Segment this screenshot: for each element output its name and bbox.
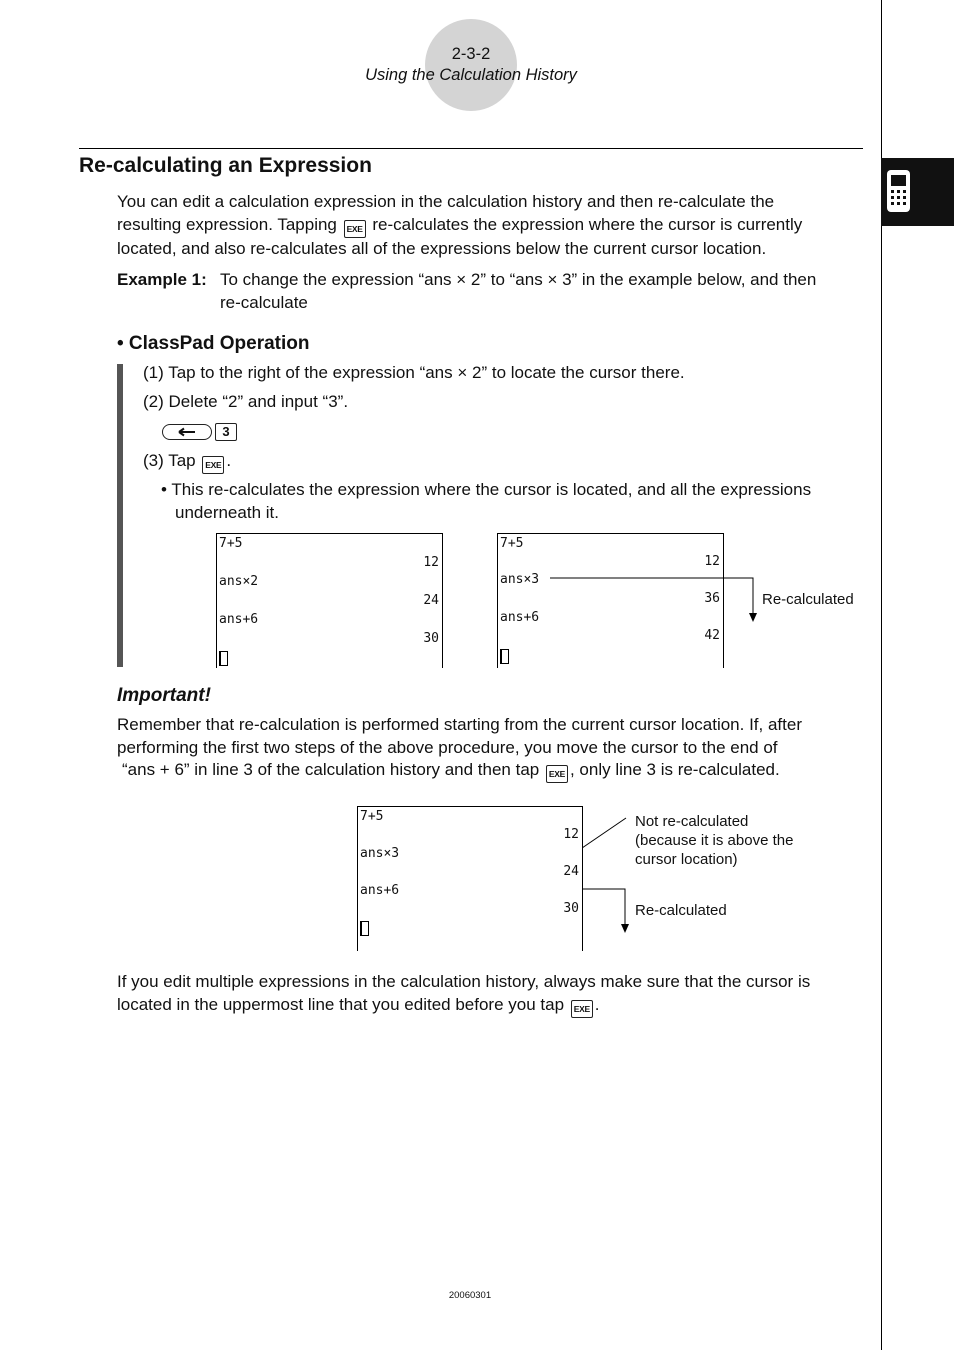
step-1: (1) Tap to the right of the expression “ans × 2” to locate the cursor there. bbox=[143, 363, 685, 382]
important-heading: Important! bbox=[117, 685, 211, 706]
page-heading: Re-calculating an Expression bbox=[79, 154, 372, 177]
page-number: 2-3-2 bbox=[451, 45, 491, 63]
calculator-screen-3 bbox=[357, 806, 583, 951]
note-line: Not re-calculated bbox=[635, 813, 749, 830]
section-title: Using the Calculation History bbox=[365, 66, 577, 84]
exe-key-icon: EXE bbox=[202, 456, 224, 474]
screen-result: 12 bbox=[704, 554, 720, 569]
screen-line: ans+6 bbox=[360, 883, 400, 898]
intro-line: You can edit a calculation expression in the calculation history and then re-calculate the bbox=[117, 192, 775, 211]
important-line: Remember that re-calculation is performed starting from the current cursor location. If, after bbox=[117, 715, 802, 734]
digit-key-icon: 3 bbox=[215, 423, 237, 441]
exe-key-icon: EXE bbox=[546, 765, 568, 783]
screen-line: ans×3 bbox=[360, 846, 400, 861]
closing-text-span: located in the uppermost line that you edited before you tap bbox=[117, 994, 565, 1014]
screen-result: 12 bbox=[563, 827, 579, 842]
screen-line: ans+6 bbox=[500, 610, 540, 625]
screen-result: 36 bbox=[704, 591, 720, 606]
closing-text-span: . bbox=[594, 994, 600, 1014]
important-text bbox=[117, 714, 802, 783]
step-3-text: (3) Tap bbox=[143, 451, 196, 470]
text-cursor bbox=[360, 921, 369, 936]
intro-text-span: re-calculates the expression where the cursor is currently bbox=[372, 214, 803, 234]
step-2: (2) Delete “2” and input “3”. bbox=[143, 392, 349, 411]
important-text-span: , only line 3 is re-calculated. bbox=[569, 760, 780, 779]
screen-line: 7+5 bbox=[219, 536, 243, 551]
closing-line bbox=[117, 994, 810, 1018]
example-label: Example 1: bbox=[117, 270, 207, 289]
screen-result: 42 bbox=[704, 628, 720, 643]
screen-line: ans×2 bbox=[219, 574, 259, 589]
closing-line: If you edit multiple expressions in the calculation history, always make sure that the cursor is bbox=[117, 972, 811, 991]
intro-text-span: resulting expression. Tapping bbox=[117, 214, 337, 234]
intro-line: located, and also re-calculates all of the expressions below the current cursor location. bbox=[117, 238, 767, 258]
screen-result: 30 bbox=[563, 901, 579, 916]
recalculated-label: Re-calculated bbox=[762, 591, 854, 608]
important-text-span: “ans + 6” in line 3 of the calculation history and then tap bbox=[122, 760, 540, 779]
step-3-bullet: underneath it. bbox=[175, 503, 279, 522]
operation-heading: • ClassPad Operation bbox=[117, 333, 310, 354]
footer-code: 20060301 bbox=[448, 1290, 492, 1301]
note-line: cursor location) bbox=[635, 851, 738, 868]
screen-line: ans×3 bbox=[500, 572, 540, 587]
example-line: To change the expression “ans × 2” to “ans × 3” in the example below, and then bbox=[220, 270, 817, 289]
closing-text bbox=[117, 971, 810, 1018]
not-recalculated-note bbox=[635, 812, 793, 869]
important-line: performing the first two steps of the above procedure, you move the cursor to the end of bbox=[117, 737, 778, 757]
exe-key-icon: EXE bbox=[571, 1000, 593, 1018]
screen-result: 30 bbox=[423, 631, 439, 646]
exe-key-icon: EXE bbox=[344, 220, 366, 238]
screen-result: 12 bbox=[423, 555, 439, 570]
screen-line: 7+5 bbox=[500, 536, 524, 551]
step-3-text: . bbox=[226, 451, 232, 470]
example-line: re-calculate bbox=[220, 292, 308, 312]
note-line: (because it is above the bbox=[635, 832, 794, 849]
screen-result: 24 bbox=[423, 593, 439, 608]
screen-line: ans+6 bbox=[219, 612, 259, 627]
screen-line: 7+5 bbox=[360, 809, 384, 824]
recalculated-label: Re-calculated bbox=[635, 902, 727, 919]
important-line bbox=[117, 759, 802, 783]
step-3-bullet: • This re-calculates the expression where the cursor is located, and all the expressions bbox=[161, 480, 812, 499]
screen-result: 24 bbox=[563, 864, 579, 879]
